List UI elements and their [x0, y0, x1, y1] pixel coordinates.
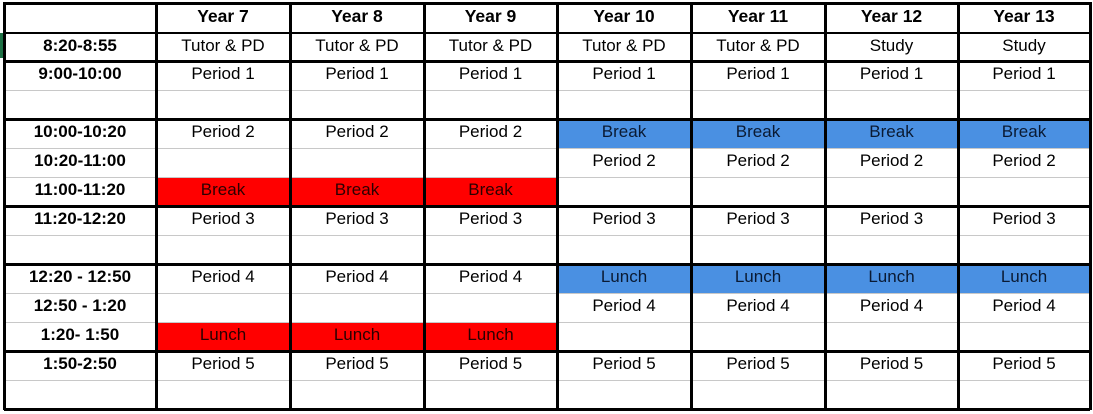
- column-header-year-9[interactable]: Year 9: [464, 6, 517, 26]
- period-cell[interactable]: Period 2: [992, 151, 1056, 170]
- grid-line: [4, 90, 1090, 91]
- grid-line: [957, 2, 960, 410]
- grid-line: [3, 2, 6, 410]
- timetable-cell[interactable]: [825, 177, 958, 206]
- timetable-cell[interactable]: [290, 235, 424, 264]
- timetable-cell[interactable]: [290, 148, 424, 177]
- period-cell[interactable]: Period 4: [992, 296, 1056, 315]
- time-slot-cell[interactable]: 8:20-8:55: [43, 36, 117, 55]
- study-cell[interactable]: Study: [1002, 36, 1046, 55]
- timetable-cell[interactable]: [290, 380, 424, 409]
- timetable-cell[interactable]: [691, 322, 825, 351]
- grid-line: [4, 60, 1090, 63]
- period-cell[interactable]: Period 1: [992, 64, 1056, 83]
- tutor-pd-cell[interactable]: Tutor & PD: [448, 36, 533, 55]
- timetable-cell[interactable]: [557, 322, 691, 351]
- time-slot-cell[interactable]: 1:50-2:50: [43, 354, 117, 373]
- period-cell[interactable]: Period 2: [191, 122, 255, 141]
- time-slot-cell[interactable]: [4, 235, 156, 264]
- timetable-cell[interactable]: [557, 177, 691, 206]
- period-cell[interactable]: Period 5: [191, 354, 255, 373]
- study-cell[interactable]: Study: [869, 36, 914, 55]
- period-cell[interactable]: Period 1: [191, 64, 255, 83]
- timetable-cell[interactable]: [958, 322, 1090, 351]
- period-cell[interactable]: Period 2: [458, 122, 523, 141]
- tutor-pd-cell[interactable]: Tutor & PD: [181, 36, 265, 55]
- tutor-pd-cell[interactable]: Tutor & PD: [315, 36, 399, 55]
- timetable-cell[interactable]: [424, 293, 557, 322]
- period-cell[interactable]: Period 4: [458, 267, 523, 286]
- time-slot-cell[interactable]: 1:20- 1:50: [40, 325, 120, 344]
- break-cell[interactable]: Break: [691, 119, 825, 148]
- timetable-cell[interactable]: [958, 235, 1090, 264]
- period-cell[interactable]: Period 5: [592, 354, 656, 373]
- grid-line: [4, 177, 1090, 178]
- period-cell[interactable]: Period 4: [592, 296, 656, 315]
- period-cell[interactable]: Period 2: [592, 151, 656, 170]
- timetable-cell[interactable]: [958, 380, 1090, 409]
- period-cell[interactable]: Period 3: [592, 209, 656, 228]
- break-cell[interactable]: Break: [156, 177, 290, 206]
- grid-border-top: [4, 2, 1090, 5]
- timetable-cell[interactable]: [691, 380, 825, 409]
- break-cell[interactable]: Break: [825, 119, 958, 148]
- timetable-cell[interactable]: [424, 380, 557, 409]
- column-header-year-10[interactable]: Year 10: [593, 6, 655, 26]
- grid-line: [4, 293, 1090, 294]
- period-cell[interactable]: Period 4: [325, 267, 389, 286]
- grid-line: [556, 2, 559, 410]
- period-cell[interactable]: Period 4: [859, 296, 924, 315]
- lunch-cell[interactable]: Lunch: [691, 264, 825, 293]
- grid-line: [423, 2, 426, 410]
- time-slot-cell[interactable]: 12:20 - 12:50: [28, 267, 132, 286]
- timetable-cell[interactable]: [557, 90, 691, 119]
- time-slot-cell[interactable]: 11:20-12:20: [34, 209, 126, 228]
- column-header-year-11[interactable]: Year 11: [727, 6, 789, 26]
- timetable-cell[interactable]: [958, 177, 1090, 206]
- period-cell[interactable]: Period 5: [458, 354, 523, 373]
- grid-line: [690, 2, 693, 410]
- timetable-cell[interactable]: [156, 293, 290, 322]
- period-cell[interactable]: Period 3: [458, 209, 523, 228]
- time-slot-cell[interactable]: 10:00-10:20: [33, 122, 127, 141]
- grid-line: [4, 263, 1090, 266]
- grid-line: [4, 380, 1090, 381]
- column-header-year-13[interactable]: Year 13: [993, 6, 1055, 26]
- tutor-pd-cell[interactable]: Tutor & PD: [716, 36, 800, 55]
- break-cell[interactable]: Break: [557, 119, 691, 148]
- timetable-cell[interactable]: [691, 235, 825, 264]
- lunch-cell[interactable]: Lunch: [424, 322, 557, 351]
- grid-line: [4, 148, 1090, 149]
- grid-line: [4, 205, 1090, 208]
- timetable-cell[interactable]: [424, 148, 557, 177]
- period-cell[interactable]: Period 1: [726, 64, 790, 83]
- timetable-cell[interactable]: [825, 380, 958, 409]
- break-cell[interactable]: Break: [424, 177, 557, 206]
- timetable-cell[interactable]: [825, 90, 958, 119]
- period-cell[interactable]: Period 3: [191, 209, 255, 228]
- break-cell[interactable]: Break: [290, 177, 424, 206]
- time-slot-cell[interactable]: [4, 90, 156, 119]
- lunch-cell[interactable]: Lunch: [290, 322, 424, 351]
- timetable-cell[interactable]: [156, 148, 290, 177]
- period-cell[interactable]: Period 1: [325, 64, 389, 83]
- period-cell[interactable]: Period 3: [325, 209, 389, 228]
- column-header-year-12[interactable]: Year 12: [860, 6, 923, 26]
- grid-line: [4, 32, 1090, 34]
- grid-border-bottom: [4, 408, 1090, 411]
- time-slot-cell[interactable]: 11:00-11:20: [34, 180, 126, 199]
- period-cell[interactable]: Period 2: [325, 122, 389, 141]
- period-cell[interactable]: Period 3: [859, 209, 924, 228]
- lunch-cell[interactable]: Lunch: [958, 264, 1090, 293]
- timetable-cell[interactable]: [156, 235, 290, 264]
- grid-line: [155, 2, 158, 410]
- time-slot-cell[interactable]: 10:20-11:00: [34, 151, 126, 170]
- period-cell[interactable]: Period 4: [726, 296, 790, 315]
- period-cell[interactable]: Period 3: [726, 209, 790, 228]
- timetable-cell[interactable]: [424, 235, 557, 264]
- period-cell[interactable]: Period 1: [458, 64, 523, 83]
- period-cell[interactable]: Period 5: [325, 354, 389, 373]
- period-cell[interactable]: Period 1: [859, 64, 924, 83]
- timetable-cell[interactable]: [557, 235, 691, 264]
- timetable-cell[interactable]: [691, 177, 825, 206]
- grid-line: [4, 118, 1090, 121]
- grid-line: [4, 322, 1090, 323]
- lunch-cell[interactable]: Lunch: [557, 264, 691, 293]
- corner-cell[interactable]: [4, 3, 156, 33]
- grid-line: [4, 235, 1090, 236]
- period-cell[interactable]: Period 3: [992, 209, 1056, 228]
- timetable-cell[interactable]: [557, 380, 691, 409]
- column-header-year-7[interactable]: Year 7: [197, 6, 249, 26]
- period-cell[interactable]: Period 5: [859, 354, 924, 373]
- grid-line: [824, 2, 827, 410]
- timetable-cell[interactable]: [825, 235, 958, 264]
- grid-line: [4, 350, 1090, 353]
- period-cell[interactable]: Period 5: [992, 354, 1056, 373]
- timetable-cell[interactable]: [156, 380, 290, 409]
- period-cell[interactable]: Period 2: [726, 151, 790, 170]
- lunch-cell[interactable]: Lunch: [825, 264, 958, 293]
- timetable-cell[interactable]: [691, 90, 825, 119]
- grid-line: [1089, 2, 1092, 410]
- time-slot-cell[interactable]: 9:00-10:00: [38, 64, 122, 83]
- time-slot-cell[interactable]: [4, 380, 156, 409]
- tutor-pd-cell[interactable]: Tutor & PD: [582, 36, 666, 55]
- timetable-cell[interactable]: [958, 90, 1090, 119]
- lunch-cell[interactable]: Lunch: [156, 322, 290, 351]
- timetable-cell[interactable]: [825, 322, 958, 351]
- break-cell[interactable]: Break: [958, 119, 1090, 148]
- timetable-cell[interactable]: [156, 90, 290, 119]
- timetable-cell[interactable]: [424, 90, 557, 119]
- time-slot-cell[interactable]: 12:50 - 1:20: [33, 296, 127, 315]
- period-cell[interactable]: Period 2: [859, 151, 924, 170]
- timetable-cell[interactable]: [290, 293, 424, 322]
- grid-line: [289, 2, 292, 410]
- period-cell[interactable]: Period 1: [592, 64, 656, 83]
- period-cell[interactable]: Period 4: [191, 267, 255, 286]
- column-header-year-8[interactable]: Year 8: [331, 6, 383, 26]
- timetable-cell[interactable]: [290, 90, 424, 119]
- period-cell[interactable]: Period 5: [726, 354, 790, 373]
